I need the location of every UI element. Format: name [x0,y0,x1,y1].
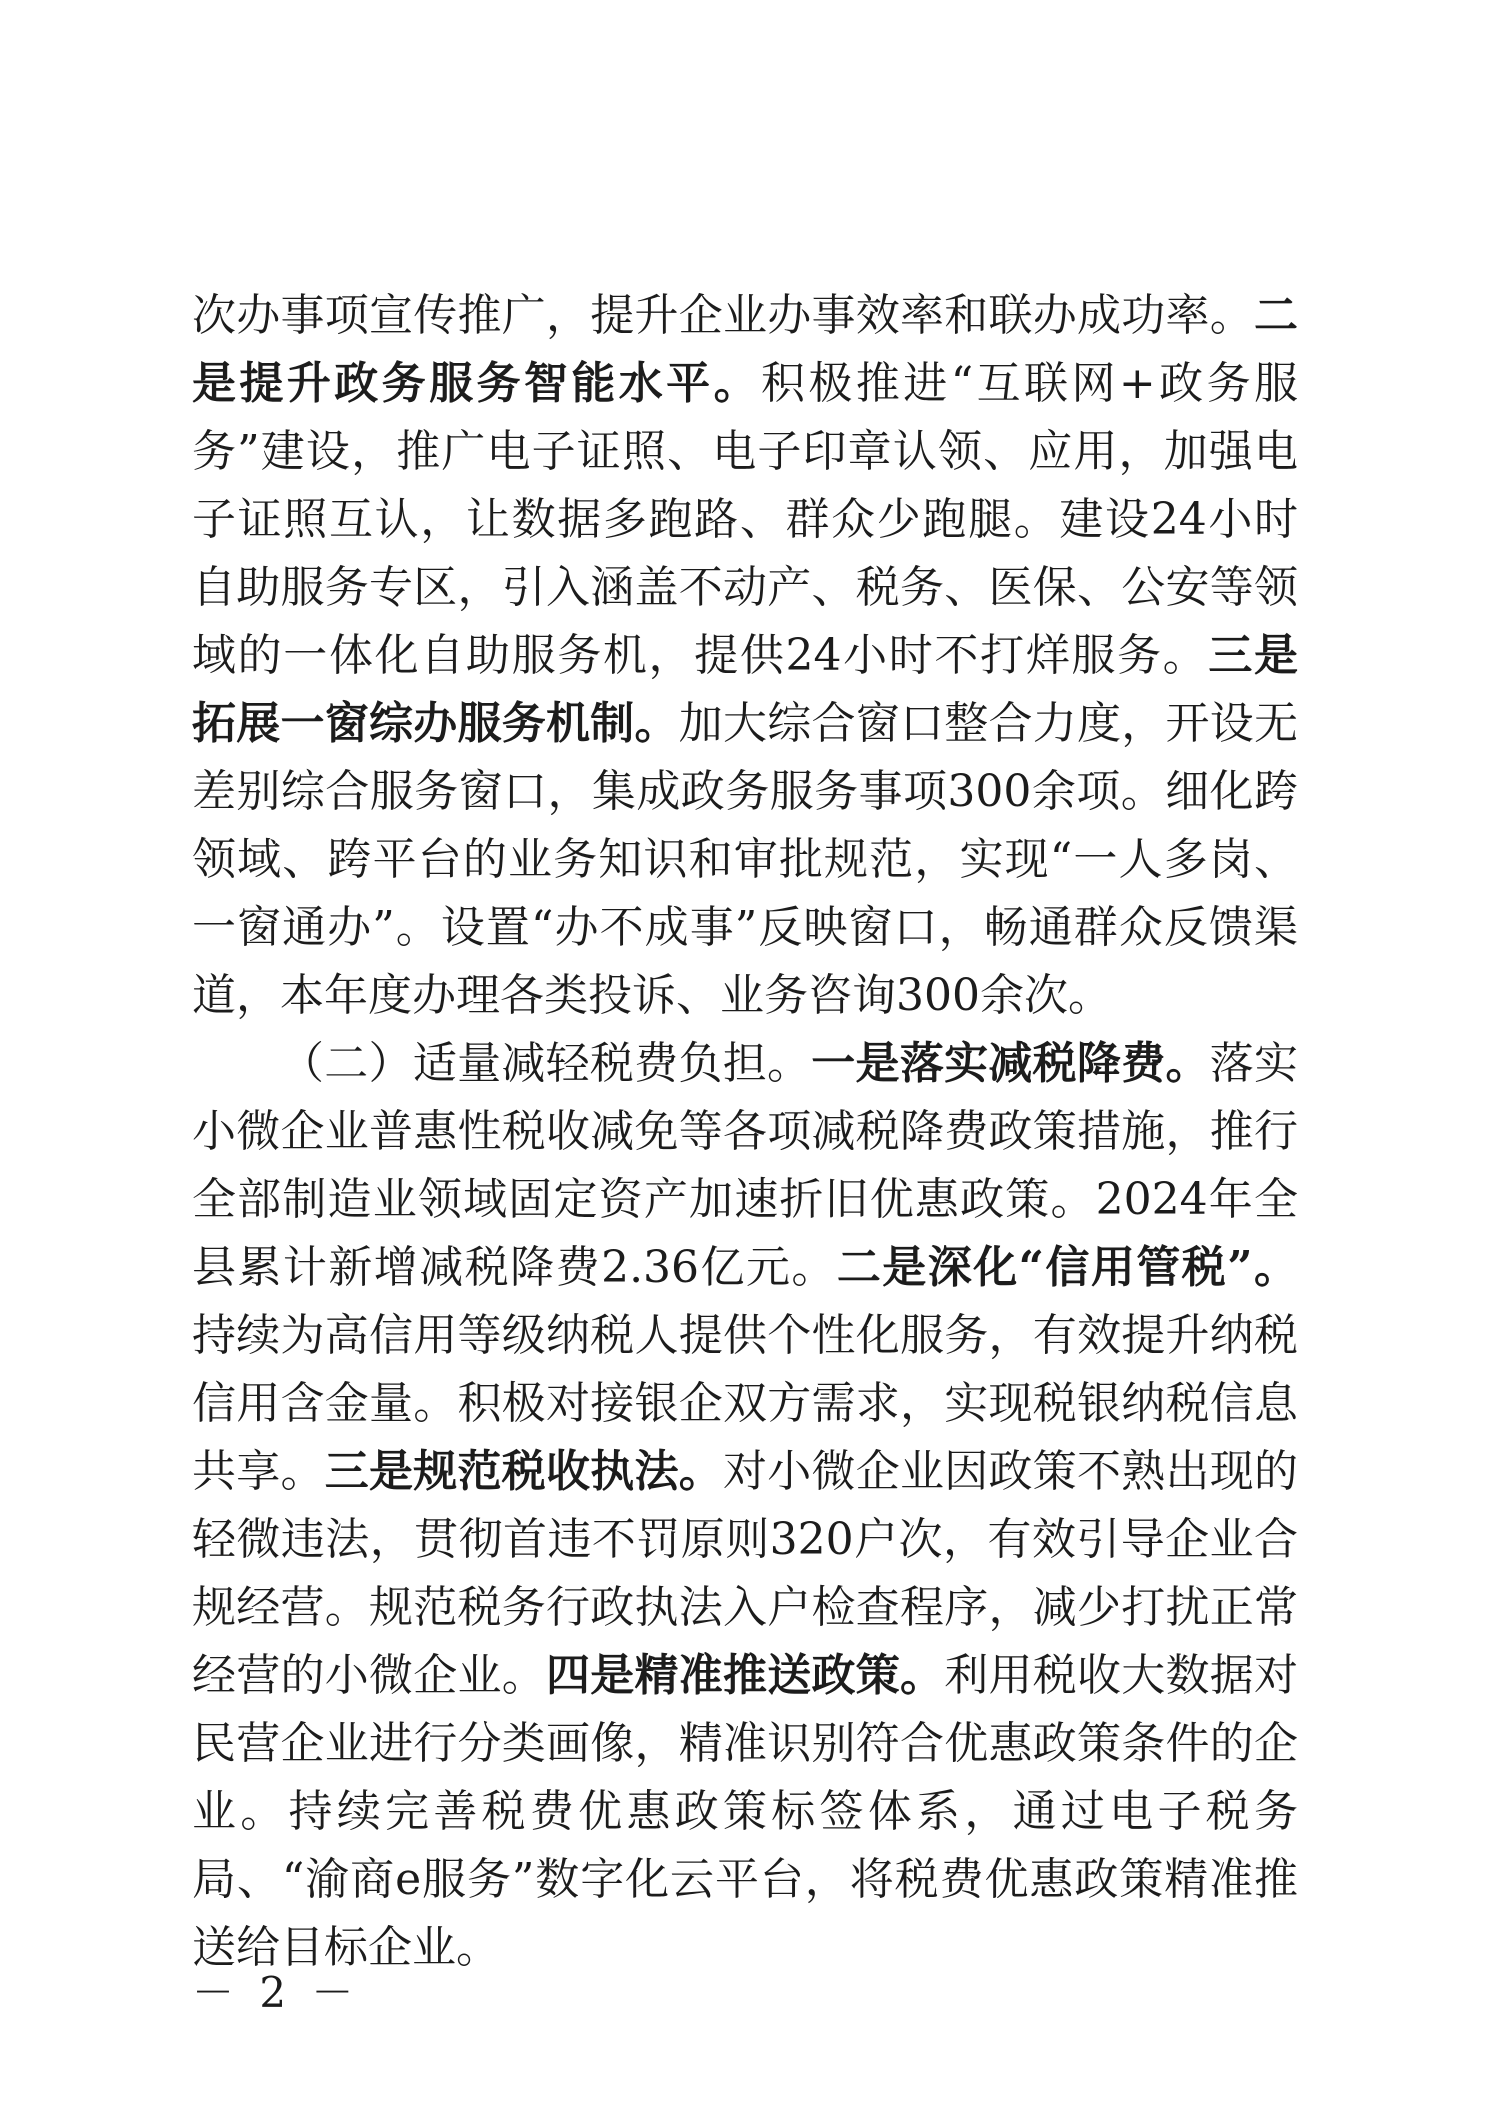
text-segment: 持续为高信用等级纳税人提供个性化服务，有效提升纳税信用含金量。积极对接银企双方需求，实现税银纳税信息共享。 [192,1310,1298,1497]
page-number: － 2 － [192,1968,360,2017]
bold-heading-smart-services: 二是提升政务服务智能水平。 [192,290,1298,409]
document-body [192,282,1298,1982]
paragraph-government-services [192,282,1298,1030]
text-segment: 积极推进“互联网+政务服务”建设，推广电子证照、电子印章认领、应用，加强电子证照互认，让数据多跑路、群众少跑腿。建设24小时自助服务专区，引入涵盖不动产、税务、医保、公安等领域的一体化自助服务机，提供24小时不打烊服务。 [192,358,1298,681]
text-segment: 次办事项宣传推广，提升企业办事效率和联办成功率。 [192,290,1254,341]
bold-heading-policy-push: 四是精准推送政策。 [546,1650,945,1701]
bold-heading-tax-reduction: 一是落实减税降费。 [811,1038,1210,1089]
text-segment: 加大综合窗口整合力度，开设无差别综合服务窗口，集成政务服务事项300余项。细化跨领域、跨平台的业务知识和审批规范，实现“一人多岗、一窗通办”。设置“办不成事”反映窗口，畅通群众反馈渠道，本年度办理各类投诉、业务咨询300余次。 [192,698,1298,1021]
text-segment: 对小微企业因政策不熟出现的轻微违法，贯彻首违不罚原则320户次，有效引导企业合规经营。规范税务行政执法入户检查程序，减少打扰正常经营的小微企业。 [192,1446,1298,1701]
bold-heading-tax-enforcement: 三是规范税收执法。 [324,1446,723,1497]
text-segment: 落实小微企业普惠性税收减免等各项减税降费政策措施，推行全部制造业领域固定资产加速折旧优惠政策。2024年全县累计新增减税降费2.36亿元。 [192,1038,1299,1293]
section-heading: （二）适量减轻税费负担。 [280,1038,812,1089]
bold-heading-credit-tax: 二是深化“信用管税”。 [836,1242,1299,1293]
text-segment: 利用税收大数据对民营企业进行分类画像，精准识别符合优惠政策条件的企业。持续完善税费优惠政策标签体系，通过电子税务局、“渝商e服务”数字化云平台，将税费优惠政策精准推送给目标企业。 [192,1650,1298,1973]
paragraph-tax-burden [192,1030,1298,1982]
bold-heading-one-window: 三是拓展一窗综办服务机制。 [192,630,1298,749]
